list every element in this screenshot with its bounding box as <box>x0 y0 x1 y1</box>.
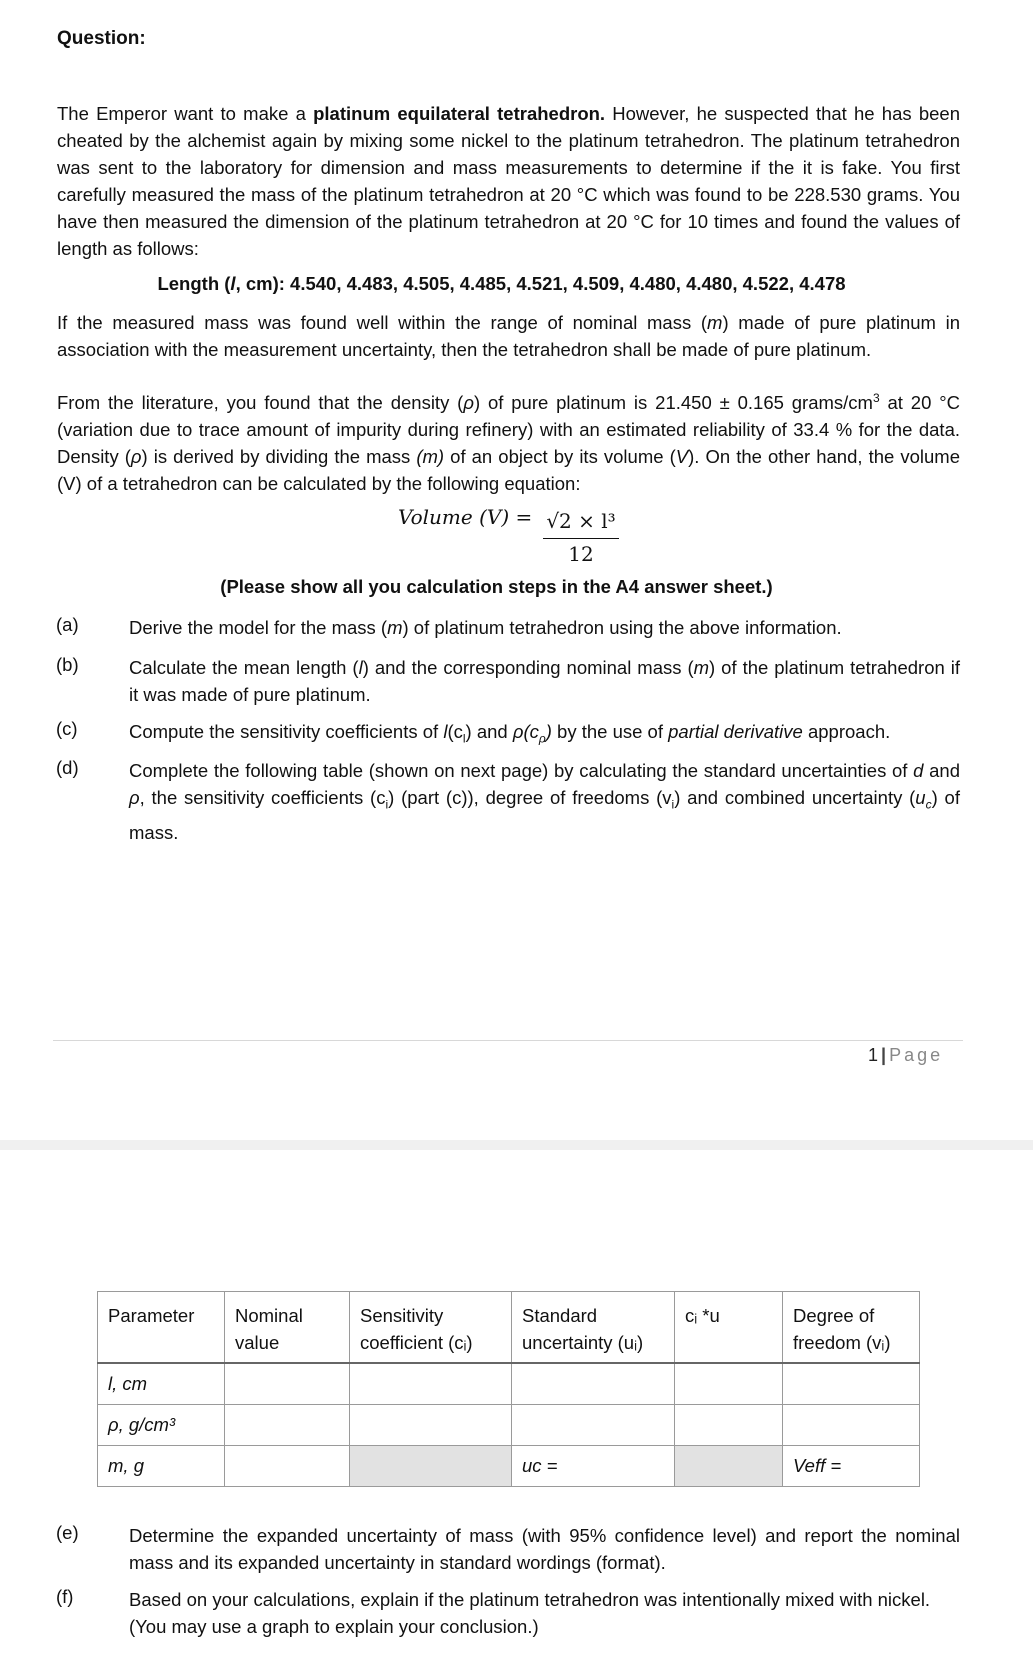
item-d-part: Complete the following table (shown on next page) by calculating the standard uncertainties of <box>129 760 914 781</box>
param-cell: l, cm <box>98 1363 225 1404</box>
header-nominal-value: Nominal value <box>225 1292 350 1364</box>
item-d-part: ) of mass. <box>129 787 960 843</box>
header-degree-of-freedom: Degree of freedom (vᵢ) <box>783 1292 920 1364</box>
item-a-part: Derive the model for the mass ( <box>129 617 388 638</box>
volume-symbol: V <box>675 446 689 468</box>
item-label-f: (f) <box>56 1586 74 1607</box>
item-b-part: l <box>358 657 363 678</box>
density-text-2: ) of pure platinum is 21.450 ± 0.165 grams/cm <box>473 392 873 414</box>
item-label-c: (c) <box>56 718 78 739</box>
item-c-part: Compute the sensitivity coefficients of <box>129 721 444 742</box>
page-word: Page <box>889 1045 944 1065</box>
item-label-b: (b) <box>56 654 79 675</box>
density-paragraph <box>57 385 960 497</box>
density-text-3: at 20 °C (variation due to trace amount of impurity during refinery) with an estimated reliability of 33.4 % for the data. Density ( <box>57 392 960 468</box>
item-text-b <box>129 654 960 708</box>
rho-symbol: ρ <box>463 392 474 414</box>
item-c-part: by the use of <box>551 721 669 742</box>
item-d-part: i <box>385 797 389 812</box>
instruction-line: (Please show all you calculation steps in the A4 answer sheet.) <box>220 576 773 597</box>
mass-symbol-2: (m) <box>416 446 445 468</box>
page-separator: | <box>881 1045 887 1065</box>
item-c-part: (c <box>447 721 463 742</box>
item-label-e: (e) <box>56 1522 79 1543</box>
header-standard-uncertainty: Standard uncertainty (uᵢ) <box>512 1292 675 1364</box>
item-c-part: partial derivative <box>668 721 803 742</box>
item-b-part: Calculate the mean length ( <box>129 657 359 678</box>
item-b-part: ) and the corresponding nominal mass ( <box>362 657 694 678</box>
question-heading: Question: <box>57 28 146 49</box>
table-cell[interactable] <box>512 1404 675 1445</box>
item-label-a: (a) <box>56 614 79 635</box>
page-gap <box>0 1140 1033 1150</box>
intro-bold: platinum equilateral tetrahedron. <box>313 103 606 124</box>
volume-equation-fraction <box>543 506 619 567</box>
item-label-d: (d) <box>56 757 79 778</box>
density-text-1: From the literature, you found that the density ( <box>57 392 464 414</box>
table-cell[interactable] <box>783 1404 920 1445</box>
table-header-row <box>98 1292 920 1364</box>
item-c-part: l <box>443 721 448 742</box>
item-d-part: d <box>913 760 924 781</box>
item-c-part: ) <box>545 721 552 742</box>
table-row <box>98 1445 920 1486</box>
item-c-part: ρ(c <box>512 721 539 742</box>
length-label-l: l <box>230 273 236 294</box>
length-values: 4.540, 4.483, 4.505, 4.485, 4.521, 4.509, 4.480, 4.480, 4.522, 4.478 <box>290 273 846 294</box>
item-d-part: ρ <box>129 787 140 808</box>
uc-cell[interactable] <box>512 1445 675 1486</box>
table-cell[interactable] <box>225 1404 350 1445</box>
item-text-a <box>129 614 960 641</box>
item-d-part: c <box>925 797 932 812</box>
table-cell[interactable] <box>675 1404 783 1445</box>
equation-numerator: √2 × l³ <box>546 509 616 533</box>
cube-superscript: 3 <box>872 391 880 405</box>
footer-divider <box>53 1040 963 1041</box>
shaded-cell <box>675 1445 783 1486</box>
item-d-part: u <box>915 787 926 808</box>
item-b-part: ) of the platinum tetrahedron if it was made of pure platinum. <box>129 657 960 705</box>
shaded-cell <box>350 1445 512 1486</box>
item-a-part: ) of platinum tetrahedron using the above information. <box>402 617 842 638</box>
header-ci-u: cᵢ *u <box>675 1292 783 1364</box>
length-label-b: , cm): <box>235 273 291 294</box>
item-c-part: ) and <box>465 721 513 742</box>
item-c-part: ρ <box>538 731 546 746</box>
density-text-6: ). On the other hand, the volume (V) of a tetrahedron can be calculated by the following equation: <box>57 446 960 495</box>
page-footer <box>868 1045 943 1066</box>
table-cell[interactable] <box>225 1445 350 1486</box>
intro-text-1: The Emperor want to make a <box>57 103 314 124</box>
table-cell[interactable] <box>783 1363 920 1404</box>
item-a-part: m <box>387 617 403 638</box>
table-row <box>98 1404 920 1445</box>
item-d-part: i <box>671 797 675 812</box>
item-d-part: and <box>923 760 960 781</box>
equation-lhs-text: Volume (V) = <box>398 505 533 529</box>
table-row <box>98 1363 920 1404</box>
header-sensitivity: Sensitivity coefficient (cᵢ) <box>350 1292 512 1364</box>
intro-paragraph <box>57 100 960 262</box>
table-cell[interactable] <box>350 1404 512 1445</box>
fraction-bar <box>543 538 619 539</box>
length-values-line <box>0 273 1018 295</box>
table-cell[interactable] <box>225 1363 350 1404</box>
mass-text-1: If the measured mass was found well within the range of nominal mass ( <box>57 312 708 333</box>
item-text-d <box>129 757 960 846</box>
item-d-part: ) (part (c)), degree of freedoms (v <box>388 787 672 808</box>
rho-symbol-2: ρ <box>130 446 142 468</box>
parameters-table <box>97 1291 920 1487</box>
length-label-a: Length ( <box>157 273 231 294</box>
equation-denominator: 12 <box>568 542 594 566</box>
item-text-e: Determine the expanded uncertainty of mass (with 95% confidence level) and report the nominal mass and its expanded uncertainty in standard wordings (format). <box>129 1525 960 1573</box>
veff-cell[interactable] <box>783 1445 920 1486</box>
item-text-c <box>129 718 960 753</box>
table-cell[interactable] <box>675 1363 783 1404</box>
mass-text-2: ) made of pure platinum in association with the measurement uncertainty, then the tetrahedron shall be made of pure platinum. <box>57 312 960 360</box>
mass-symbol: m <box>707 312 723 333</box>
item-d-part: ) and combined uncertainty ( <box>674 787 916 808</box>
density-text-5: of an object by its volume ( <box>444 446 676 468</box>
item-d-part: , the sensitivity coefficients (c <box>139 787 386 808</box>
volume-equation-lhs <box>398 505 532 529</box>
item-b-part: m <box>693 657 710 678</box>
veff-label: Veff = <box>793 1454 842 1476</box>
param-cell: ρ, g/cm³ <box>98 1404 225 1445</box>
param-cell: m, g <box>98 1445 225 1486</box>
table-cell[interactable] <box>350 1363 512 1404</box>
intro-text-2: However, he suspected that he has been cheated by the alchemist again by mixing some nickel to the platinum tetrahedron. The platinum tetrahedron was sent to the laboratory for dimension and mass measurements to determine if the it is fake. You first carefully measured the mass of the platinum tetrahedron at 20 °C which was found to be 228.530 grams. You have then measured the dimension of the platinum tetrahedron at 20 °C for 10 times and found the values of length as follows: <box>57 103 960 259</box>
uc-label: uc = <box>522 1454 558 1476</box>
page-number: 1 <box>868 1045 879 1065</box>
header-parameter: Parameter <box>98 1292 225 1364</box>
item-c-part: l <box>462 731 466 746</box>
item-c-part: approach. <box>802 721 891 742</box>
density-text-4: ) is derived by dividing the mass <box>141 446 417 468</box>
item-text-f: Based on your calculations, explain if the platinum tetrahedron was intentionally mixed with nickel. (You may use a graph to explain your conclusion.) <box>129 1589 931 1637</box>
mass-paragraph <box>57 309 960 363</box>
table-cell[interactable] <box>512 1363 675 1404</box>
